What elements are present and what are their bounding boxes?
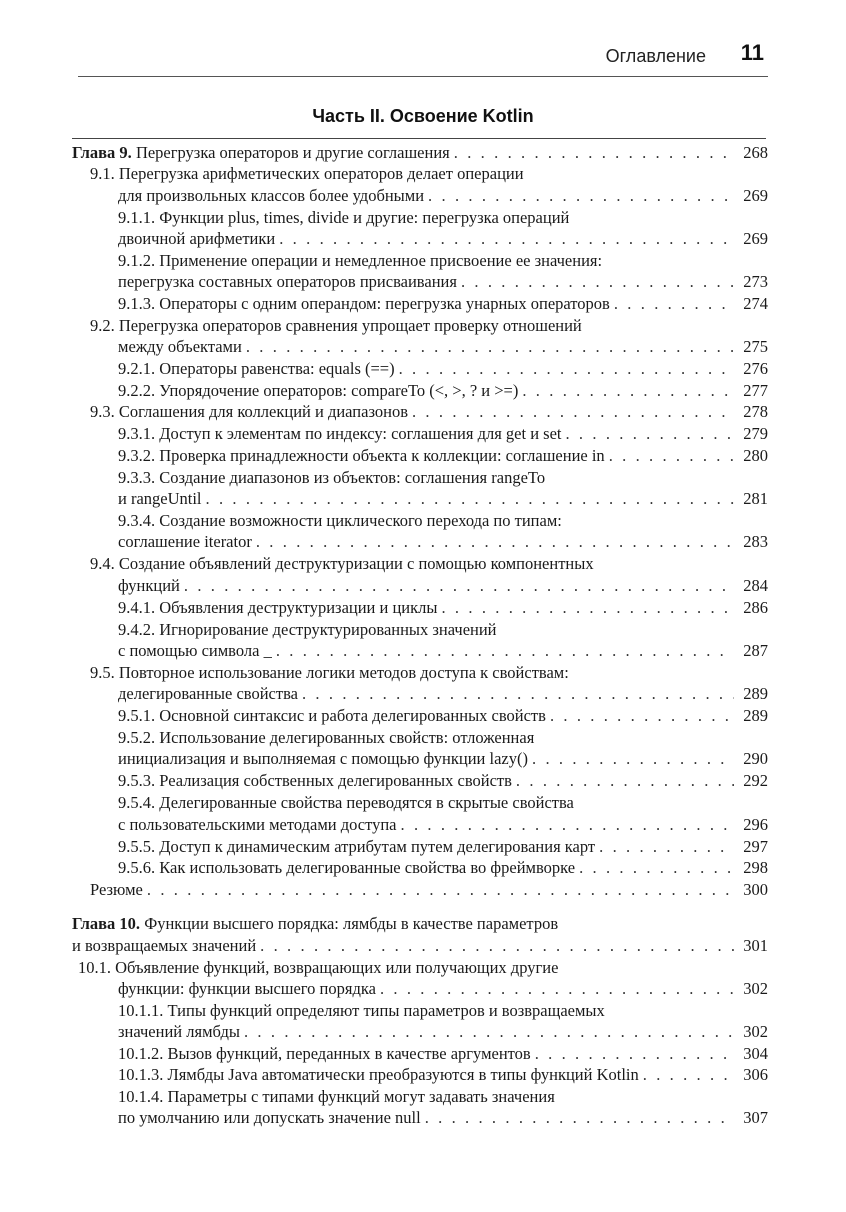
toc-entry-10-1-1[interactable] — [118, 1021, 768, 1043]
page-ref: 280 — [743, 446, 768, 465]
page-ref: 302 — [743, 1022, 768, 1041]
page-ref: 276 — [743, 359, 768, 378]
toc-entry-text: 9.1. Перегрузка арифметических операторов делает операции — [90, 164, 524, 183]
toc-entry-text: 9.4. Создание объявлений деструктуризации с помощью компонентных — [90, 554, 594, 573]
page-ref: 283 — [743, 532, 768, 551]
part-title: Часть II. Освоение Kotlin — [312, 106, 534, 126]
entry-title: 10.1.3. Лямбды Java автоматически преобразуются в типы функций Kotlin — [118, 1065, 639, 1084]
page-ref: 301 — [743, 936, 768, 955]
toc-entry-text: 9.5. Повторное использование логики методов доступа к свойствам: — [90, 663, 569, 682]
toc-entry-text: 10.1.4. Параметры с типами функций могут задавать значения — [118, 1087, 555, 1106]
page-ref: 277 — [743, 381, 768, 400]
entry-title: между объектами — [118, 337, 242, 356]
entry-title: функций — [118, 576, 180, 595]
chapter-label: Глава 9. — [72, 143, 132, 162]
running-header-title: Оглавление — [605, 46, 706, 66]
chapter-title: Перегрузка операторов и другие соглашения — [135, 143, 450, 162]
toc-entry-9-5-2[interactable] — [118, 748, 768, 770]
toc-entry-9-5-4[interactable] — [118, 814, 768, 836]
entry-title: по умолчанию или допускать значение null — [118, 1108, 421, 1127]
page-ref: 292 — [743, 771, 768, 790]
leader-dots — [532, 748, 734, 770]
entry-title: и rangeUntil — [118, 489, 202, 508]
leader-dots — [609, 445, 734, 467]
toc-entry-9-3-4[interactable] — [118, 531, 768, 553]
entry-title: Резюме — [90, 880, 143, 899]
leader-dots — [614, 293, 734, 315]
entry-title: 9.3. Соглашения для коллекций и диапазонов — [90, 402, 408, 421]
leader-dots — [244, 1021, 734, 1043]
page-ref: 269 — [743, 229, 768, 248]
entry-title: 9.5.5. Доступ к динамическим атрибутам путем делегирования карт — [118, 837, 596, 856]
entry-title: значений лямбды — [118, 1022, 240, 1041]
entry-title: перегрузка составных операторов присваивания — [118, 272, 457, 291]
toc-entry-text: 9.5.2. Использование делегированных свойств: отложенная — [118, 728, 535, 747]
toc-entry-9-4-1[interactable] — [118, 597, 768, 619]
leader-dots — [425, 1107, 734, 1129]
page-ref: 287 — [743, 641, 768, 660]
toc-chapter-9[interactable] — [72, 142, 768, 164]
toc-entry-9-2-2[interactable] — [118, 380, 768, 402]
entry-title: 9.3.2. Проверка принадлежности объекта к коллекции: соглашение in — [118, 446, 605, 465]
leader-dots — [399, 358, 734, 380]
toc-entry-9-4[interactable] — [118, 575, 768, 597]
toc-entry-9-1-3[interactable] — [118, 293, 768, 315]
toc-entry-10-1-3[interactable] — [118, 1064, 768, 1086]
entry-title: 9.5.6. Как использовать делегированные свойства во фреймворке — [118, 858, 576, 877]
toc-entry-text: 9.1.1. Функции plus, times, divide и другие: перегрузка операций — [118, 208, 570, 227]
toc-entry-9-1[interactable] — [118, 185, 768, 207]
toc-entry-text: 9.5.4. Делегированные свойства переводятся в скрытые свойства — [118, 793, 574, 812]
toc-entry-9-5-6[interactable] — [118, 857, 768, 879]
leader-dots — [279, 228, 734, 250]
chapter-label: Глава 10. — [72, 914, 141, 933]
toc-entry-text: 9.3.4. Создание возможности циклического перехода по типам: — [118, 511, 562, 530]
leader-dots — [147, 879, 734, 901]
page-ref: 274 — [743, 294, 768, 313]
leader-dots — [441, 597, 734, 619]
toc-entry-10-1-2[interactable] — [118, 1043, 768, 1065]
toc-entry-text: 9.4.2. Игнорирование деструктурированных значений — [118, 620, 497, 639]
entry-title: инициализация и выполняемая с помощью функции lazy() — [118, 749, 528, 768]
toc-entry-text: 9.1.2. Применение операции и немедленное присвоение ее значения: — [118, 251, 603, 270]
page-ref: 279 — [743, 424, 768, 443]
entry-title: соглашение iterator — [118, 532, 252, 551]
toc-entry-9-5-3[interactable] — [118, 770, 768, 792]
running-header — [78, 40, 768, 77]
leader-dots — [516, 770, 734, 792]
entry-title: с пользовательскими методами доступа — [118, 815, 397, 834]
page-ref: 290 — [743, 749, 768, 768]
entry-title: 9.5.1. Основной синтаксис и работа делегированных свойств — [118, 706, 546, 725]
entry-title: 9.2.2. Упорядочение операторов: compareTo (<, >, ? и >=) — [118, 381, 519, 400]
toc-entry-text: 9.3.3. Создание диапазонов из объектов: соглашения rangeTo — [118, 468, 546, 487]
entry-title: 9.4.1. Объявления деструктуризации и циклы — [118, 598, 438, 617]
entry-title: для произвольных классов более удобными — [118, 186, 425, 205]
toc-chapter-10[interactable] — [72, 935, 768, 957]
toc-entry-9-1-1[interactable] — [118, 228, 768, 250]
leader-dots — [535, 1043, 734, 1065]
page-ref: 286 — [743, 598, 768, 617]
leader-dots — [454, 142, 734, 164]
leader-dots — [461, 271, 734, 293]
leader-dots — [206, 488, 734, 510]
toc-entry-text — [72, 913, 558, 935]
leader-dots — [380, 978, 734, 1000]
entry-title: 10.1.2. Вызов функций, переданных в качестве аргументов — [118, 1044, 531, 1063]
toc-entry-text: 10.1. Объявление функций, возвращающих или получающих другие — [78, 958, 559, 977]
leader-dots — [522, 380, 734, 402]
entry-title: 9.3.1. Доступ к элементам по индексу: соглашения для get и set — [118, 424, 562, 443]
page-ref: 289 — [743, 684, 768, 703]
leader-dots — [428, 185, 734, 207]
toc-entry-9-5[interactable] — [118, 683, 768, 705]
entry-title: функции: функции высшего порядка — [118, 979, 376, 998]
leader-dots — [246, 336, 734, 358]
leader-dots — [256, 531, 734, 553]
leader-dots — [276, 640, 734, 662]
page-ref: 289 — [743, 706, 768, 725]
page-ref: 307 — [743, 1108, 768, 1127]
toc-entry-10-1[interactable] — [118, 978, 768, 1000]
entry-title: 9.1.3. Операторы с одним операндом: перегрузка унарных операторов — [118, 294, 610, 313]
leader-dots — [643, 1064, 734, 1086]
leader-dots — [565, 423, 734, 445]
toc-entry-text: 9.2. Перегрузка операторов сравнения упрощает проверку отношений — [90, 316, 582, 335]
page-ref: 302 — [743, 979, 768, 998]
leader-dots — [579, 857, 734, 879]
entry-title: делегированные свойства — [118, 684, 298, 703]
page-ref: 268 — [743, 143, 768, 162]
toc-entry-9-3-1[interactable] — [118, 423, 768, 445]
chapter-title: Функции высшего порядка: лямбды в качестве параметров — [144, 914, 559, 933]
toc-entry-9-3[interactable] — [90, 401, 768, 423]
toc-entry-summary[interactable] — [90, 879, 768, 901]
toc-entry-9-5-5[interactable] — [118, 836, 768, 858]
page-ref: 304 — [743, 1044, 768, 1063]
leader-dots — [599, 836, 734, 858]
entry-title: с помощью символа _ — [118, 641, 272, 660]
page-ref: 306 — [743, 1065, 768, 1084]
page-ref: 300 — [743, 880, 768, 899]
entry-title: 9.5.3. Реализация собственных делегированных свойств — [118, 771, 512, 790]
page-ref: 278 — [743, 402, 768, 421]
leader-dots — [412, 401, 734, 423]
page-ref: 269 — [743, 186, 768, 205]
page-ref: 284 — [743, 576, 768, 595]
toc-entry-9-3-2[interactable] — [118, 445, 768, 467]
toc-entry-10-1-4[interactable] — [118, 1107, 768, 1129]
entry-title: 9.2.1. Операторы равенства: equals (==) — [118, 359, 395, 378]
page-ref: 275 — [743, 337, 768, 356]
toc-entry-9-3-3[interactable] — [118, 488, 768, 510]
page-ref: 296 — [743, 815, 768, 834]
divider — [72, 138, 766, 139]
toc-entry-9-5-1[interactable] — [118, 705, 768, 727]
leader-dots — [550, 705, 734, 727]
leader-dots — [184, 575, 734, 597]
page-ref: 281 — [743, 489, 768, 508]
page-ref: 273 — [743, 272, 768, 291]
leader-dots — [302, 683, 734, 705]
leader-dots — [260, 935, 734, 957]
toc-entry-9-2-1[interactable] — [118, 358, 768, 380]
toc-entry-9-2[interactable] — [118, 336, 768, 358]
page-ref: 297 — [743, 837, 768, 856]
leader-dots — [401, 814, 735, 836]
toc-entry-text: 10.1.1. Типы функций определяют типы параметров и возвращаемых — [118, 1001, 605, 1020]
page-ref: 298 — [743, 858, 768, 877]
chapter-title-cont: и возвращаемых значений — [72, 936, 257, 955]
page-number: 11 — [740, 40, 764, 65]
entry-title: двоичной арифметики — [118, 229, 276, 248]
toc-entry-9-1-2[interactable] — [118, 271, 768, 293]
toc-entry-9-4-2[interactable] — [118, 640, 768, 662]
